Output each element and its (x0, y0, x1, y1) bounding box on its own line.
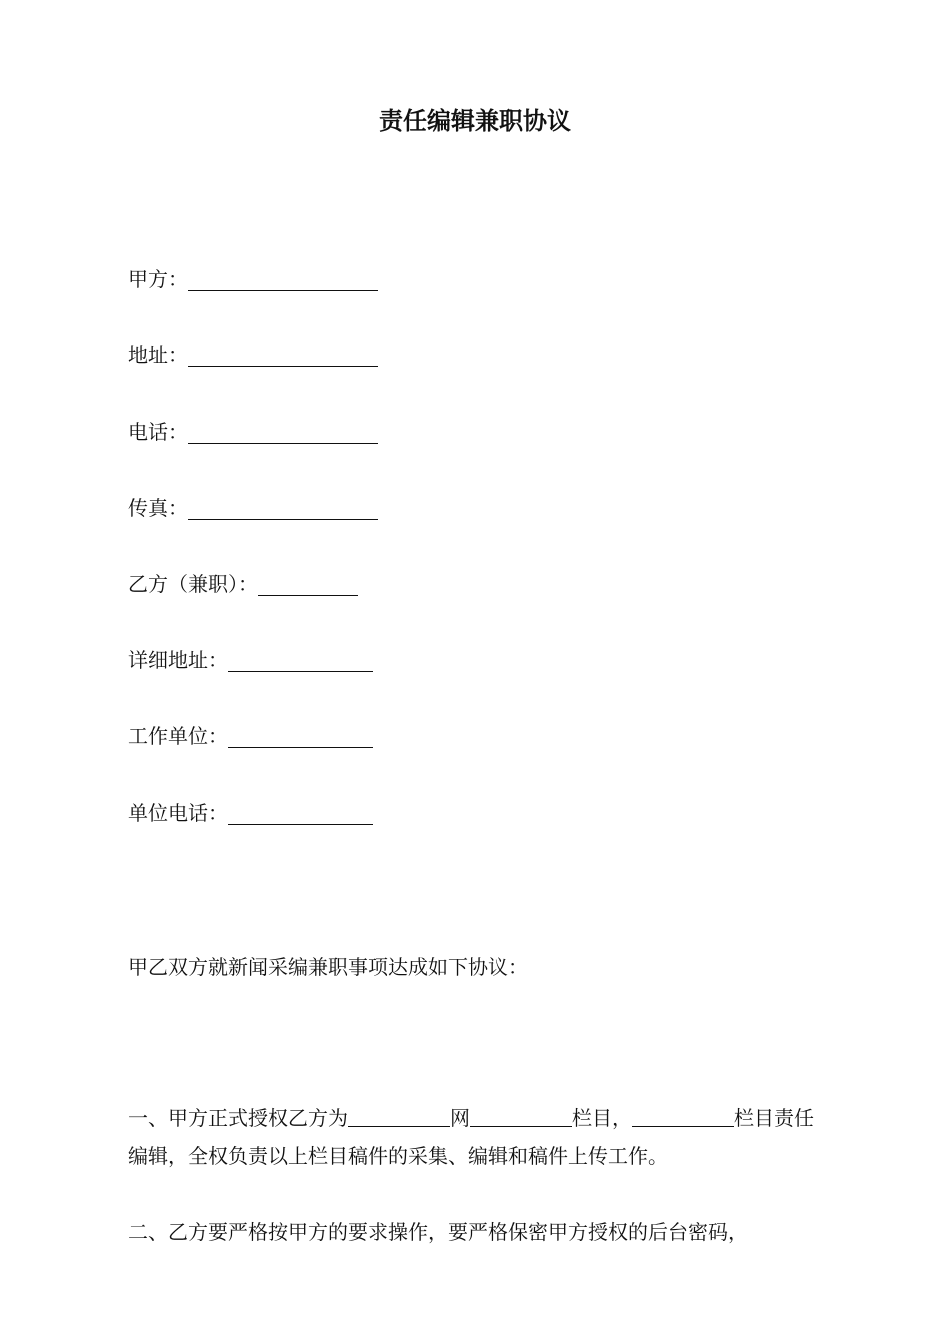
clause-one-paragraph (128, 1099, 818, 1175)
party-a-blank[interactable] (188, 270, 378, 291)
work-unit-field (128, 722, 373, 750)
clause-one-part1: 一、甲方正式授权乙方为 (128, 1106, 348, 1130)
address-blank[interactable] (188, 346, 378, 367)
phone-blank[interactable] (188, 423, 378, 444)
unit-phone-blank[interactable] (228, 804, 373, 825)
clause-one-part3: 栏目， (572, 1106, 632, 1130)
unit-phone-label: 单位电话： (128, 801, 228, 825)
address-label: 地址： (128, 343, 188, 367)
party-b-label: 乙方（兼职）： (128, 572, 258, 596)
work-unit-label: 工作单位： (128, 724, 228, 748)
clause-two-paragraph: 二、乙方要严格按甲方的要求操作，要严格保密甲方授权的后台密码， (128, 1220, 748, 1244)
fax-label: 传真： (128, 496, 188, 520)
work-unit-blank[interactable] (228, 727, 373, 748)
detailed-address-blank[interactable] (228, 651, 373, 672)
fax-blank[interactable] (188, 499, 378, 520)
phone-field (128, 418, 378, 446)
detailed-address-field (128, 646, 373, 674)
column-blank-2[interactable] (632, 1106, 734, 1127)
intro-paragraph: 甲乙双方就新闻采编兼职事项达成如下协议： (128, 955, 528, 979)
address-field (128, 341, 378, 369)
party-b-field (128, 570, 358, 598)
phone-label: 电话： (128, 420, 188, 444)
party-a-label: 甲方： (128, 267, 188, 291)
clause-one-part4: 栏目责任编辑，全权负责以上栏目稿件的采集、编辑和稿件上传工作。 (128, 1106, 814, 1168)
document-title: 责任编辑兼职协议 (379, 107, 571, 135)
party-b-blank[interactable] (258, 575, 358, 596)
column-blank-1[interactable] (470, 1106, 572, 1127)
website-blank[interactable] (348, 1106, 450, 1127)
clause-one-part2: 网 (450, 1106, 470, 1130)
party-a-field (128, 265, 378, 293)
unit-phone-field (128, 799, 373, 827)
detailed-address-label: 详细地址： (128, 648, 228, 672)
fax-field (128, 494, 378, 522)
